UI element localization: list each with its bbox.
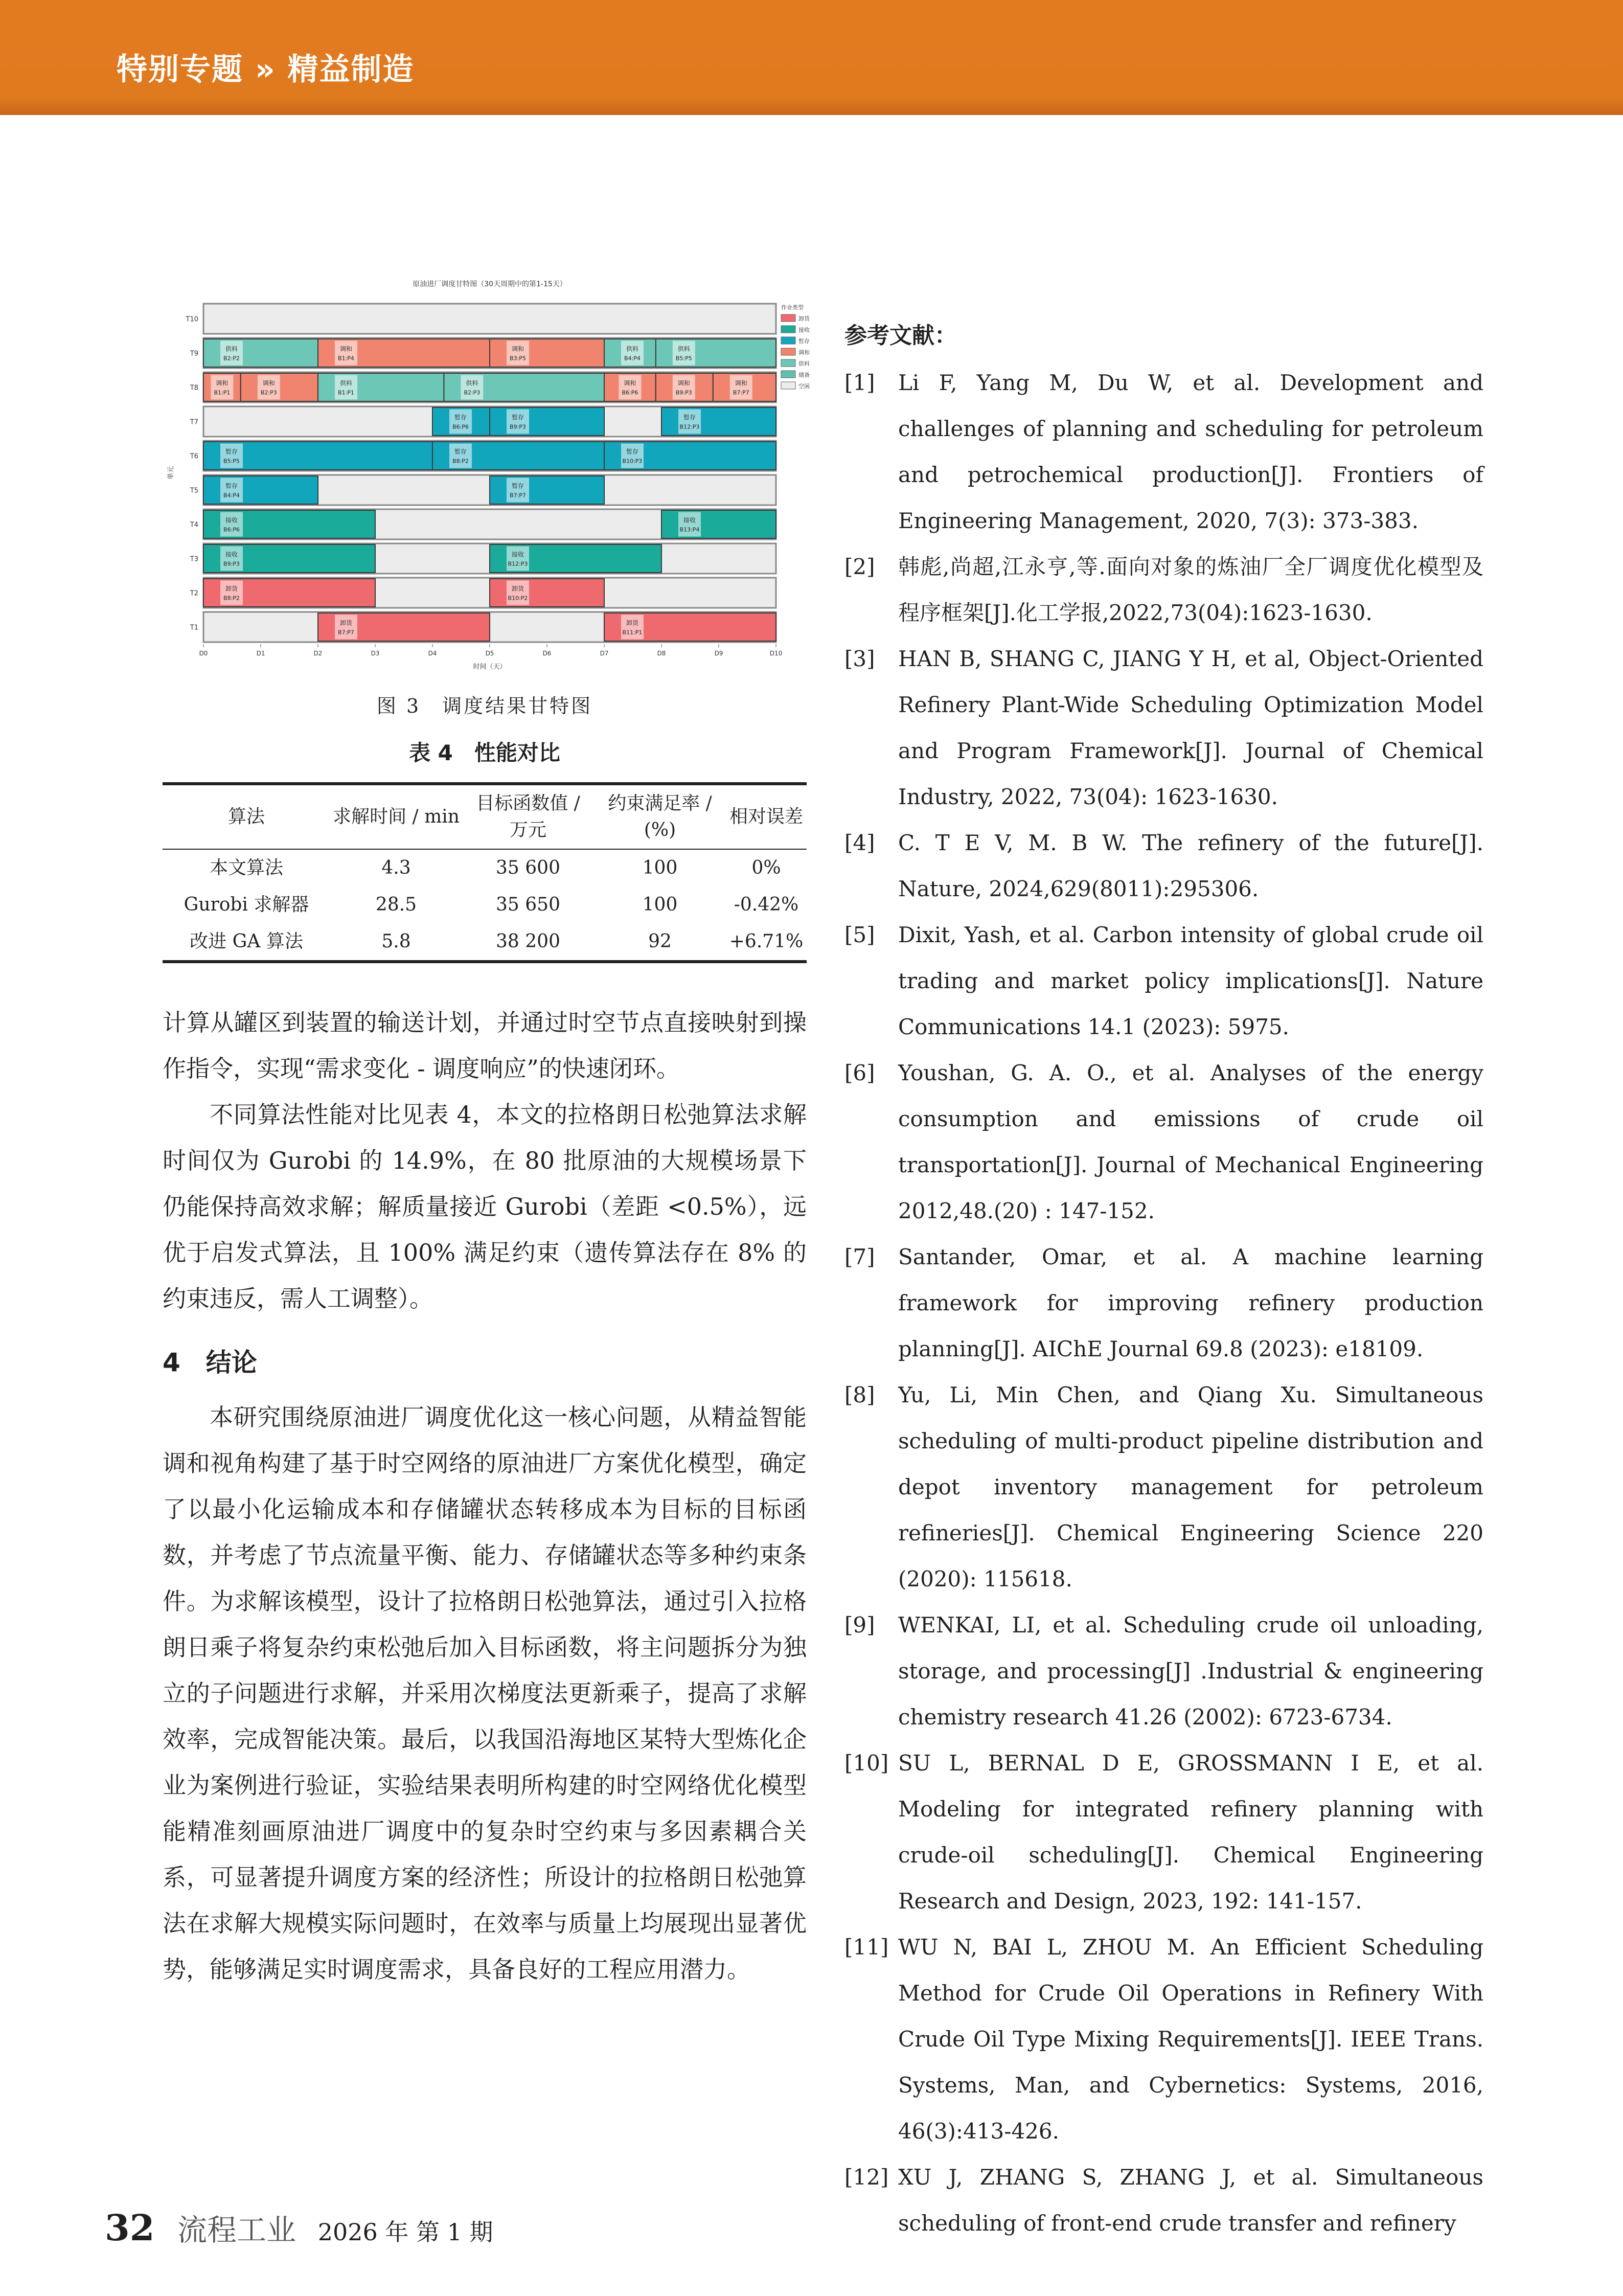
bar-label: 接收 bbox=[511, 551, 524, 558]
bar-label: B12:P3 bbox=[679, 423, 700, 430]
x-tick-label: D9 bbox=[714, 650, 723, 657]
x-tick-label: D3 bbox=[371, 650, 380, 657]
bar-label: B5:P5 bbox=[675, 355, 692, 362]
gantt-figure bbox=[163, 271, 814, 680]
reference-text: Santander, Omar, et al. A machine learning framework for improving refinery production planning[J]. AIChE Journal 69.8 (2023): e18109. bbox=[898, 1244, 1483, 1361]
bar-label: 供料 bbox=[339, 379, 353, 387]
bar-label: B4:P4 bbox=[624, 355, 641, 362]
legend-label: 供料 bbox=[798, 360, 810, 367]
section-heading: 4 结论 bbox=[163, 1348, 257, 1377]
table-cell: 4.3 bbox=[381, 857, 411, 878]
reference-number: [5] bbox=[844, 922, 875, 947]
table-cell: -0.42% bbox=[734, 894, 799, 915]
reference-item bbox=[844, 820, 1483, 912]
figure-caption: 图 3 调度结果甘特图 bbox=[376, 695, 593, 717]
legend-label: 空闲 bbox=[798, 383, 810, 390]
section-banner bbox=[0, 0, 1623, 115]
bar-label: B2:P3 bbox=[464, 389, 481, 396]
reference-number: [9] bbox=[844, 1612, 875, 1638]
reference-text: HAN B, SHANG C, JIANG Y H, et al, Object-Oriented Refinery Plant-Wide Scheduling Optimization Model and Program Framework[J]. Journal of Chemical Industry, 2022, 73(04): 1623-1630. bbox=[898, 646, 1483, 809]
reference-number: [3] bbox=[844, 646, 875, 671]
y-tick-label: T10 bbox=[186, 315, 198, 324]
reference-item bbox=[844, 1602, 1483, 1740]
page-number: 32 bbox=[105, 2207, 155, 2249]
x-tick-label: D2 bbox=[313, 650, 323, 657]
legend-swatch bbox=[781, 348, 795, 355]
legend-label: 暂存 bbox=[798, 338, 810, 345]
reference-text: C. T E V, M. B W. The refinery of the future[J]. Nature, 2024,629(8011):295306. bbox=[898, 830, 1483, 901]
bar-label: 调和 bbox=[677, 379, 690, 387]
y-tick-label: T1 bbox=[190, 624, 198, 632]
bar-label: 供料 bbox=[466, 379, 478, 387]
reference-item bbox=[844, 1740, 1483, 1924]
x-tick-label: D4 bbox=[428, 650, 437, 657]
reference-text: XU J, ZHANG S, ZHANG J, et al. Simultaneous scheduling of front-end crude transfer and refinery bbox=[898, 2165, 1483, 2236]
reference-item bbox=[844, 544, 1483, 636]
paragraph: 不同算法性能对比见表 4，本文的拉格朗日松弛算法求解时间仅为 Gurobi 的 14.9%，在 80 批原油的大规模场景下仍能保持高效求解；解质量接近 Gurobi（差距 <0.5%），远优于启发式算法，且 100% 满足约束（遗传算法存在 8% 的约束违反，需人工调整）。 bbox=[163, 1101, 807, 1312]
x-tick-label: D6 bbox=[542, 650, 552, 657]
x-tick-label: D5 bbox=[485, 650, 494, 657]
bar-label: 接收 bbox=[225, 551, 238, 558]
x-tick-label: D8 bbox=[657, 650, 666, 657]
table-cell: 100 bbox=[642, 857, 678, 878]
bar-label: 调和 bbox=[735, 379, 747, 387]
legend-label: 储备 bbox=[798, 372, 810, 378]
reference-text: WENKAI, LI, et al. Scheduling crude oil unloading, storage, and processing[J] .Industrial & engineering chemistry research 41.26 (2002): 6723-6734. bbox=[898, 1612, 1483, 1730]
table-cell: 100 bbox=[642, 894, 678, 915]
gantt-row-background bbox=[203, 304, 776, 334]
bar-label: 卸货 bbox=[626, 619, 639, 627]
bar-label: 卸货 bbox=[511, 585, 524, 593]
bar-label: B6:P6 bbox=[452, 423, 469, 430]
bar-label: 调和 bbox=[624, 379, 636, 387]
reference-number: [8] bbox=[844, 1382, 875, 1407]
bar-label: 暂存 bbox=[511, 482, 524, 490]
bar-label: 暂存 bbox=[225, 448, 238, 456]
y-axis-label: 单元 bbox=[167, 466, 175, 480]
reference-item bbox=[844, 636, 1483, 820]
issue-label: 2026 年 第 1 期 bbox=[317, 2218, 493, 2246]
reference-number: [2] bbox=[844, 554, 875, 579]
table-row bbox=[163, 886, 807, 923]
bar-label: B10:P3 bbox=[622, 458, 643, 465]
legend-title: 作业类型 bbox=[781, 304, 804, 311]
bar-label: B5:P5 bbox=[223, 458, 240, 465]
reference-item bbox=[844, 912, 1483, 1050]
reference-item bbox=[844, 1372, 1483, 1602]
bar-label: 暂存 bbox=[626, 448, 639, 456]
bar-label: B8:P2 bbox=[223, 595, 240, 602]
reference-item bbox=[844, 360, 1483, 544]
header-algorithm: 算法 bbox=[163, 784, 330, 849]
table-cell: 5.8 bbox=[330, 923, 462, 962]
table-cell: 35 650 bbox=[496, 894, 560, 915]
bar-label: 暂存 bbox=[454, 414, 467, 421]
x-axis-label: 时间（天） bbox=[473, 663, 507, 671]
reference-number: [10] bbox=[844, 1751, 889, 1776]
bar-label: 供料 bbox=[677, 345, 690, 353]
bar-label: 调和 bbox=[339, 345, 353, 353]
bar-label: B10:P2 bbox=[508, 595, 528, 602]
y-tick-label: T5 bbox=[190, 487, 198, 495]
table-title: 表 4 性能对比 bbox=[409, 740, 560, 765]
legend-swatch bbox=[781, 371, 795, 378]
reference-item bbox=[844, 1234, 1483, 1372]
references bbox=[844, 317, 1483, 2246]
table-cell: Gurobi 求解器 bbox=[184, 894, 309, 915]
legend-swatch bbox=[781, 382, 795, 389]
bar-label: 暂存 bbox=[225, 482, 238, 490]
reference-text: 韩彪,尚超,江永亨,等.面向对象的炼油厂全厂调度优化模型及程序框架[J].化工学报,2022,73(04):1623-1630. bbox=[898, 554, 1483, 625]
reference-list bbox=[844, 360, 1483, 2246]
paragraph: 计算从罐区到装置的输送计划，并通过时空节点直接映射到操作指令，实现“需求变化 - 调度响应”的快速闭环。 bbox=[163, 1009, 807, 1082]
table-cell: 38 200 bbox=[462, 923, 594, 962]
legend-swatch bbox=[781, 326, 795, 333]
section-title: 特别专题 » 精益制造 bbox=[117, 52, 415, 87]
y-tick-label: T4 bbox=[190, 521, 198, 529]
bar-label: B1:P1 bbox=[338, 389, 354, 396]
legend-label: 卸货 bbox=[798, 315, 810, 322]
bar-label: 暂存 bbox=[683, 414, 696, 421]
reference-number: [6] bbox=[844, 1060, 875, 1085]
references-title: 参考文献： bbox=[844, 323, 957, 349]
bar-label: B12:P3 bbox=[508, 560, 528, 567]
reference-item bbox=[844, 2154, 1483, 2246]
x-tick-label: D1 bbox=[256, 650, 265, 657]
table-cell: +6.71% bbox=[726, 923, 807, 962]
reference-number: [7] bbox=[844, 1244, 875, 1269]
bar-label: B8:P2 bbox=[452, 458, 469, 465]
y-tick-label: T9 bbox=[190, 350, 198, 358]
y-tick-label: T2 bbox=[190, 589, 198, 598]
table-row bbox=[163, 923, 807, 962]
table-cell: 本文算法 bbox=[209, 857, 283, 878]
bar-label: 调和 bbox=[216, 379, 228, 387]
y-tick-label: T7 bbox=[190, 418, 198, 426]
header-objective: 目标函数值 / 万元 bbox=[462, 784, 594, 849]
reference-text: Li F, Yang M, Du W, et al. Development and challenges of planning and scheduling for petroleum and petrochemical production[J]. Frontiers of Engineering Management, 2020, 7(3): 373-383. bbox=[898, 370, 1483, 533]
bar-label: B6:P6 bbox=[223, 526, 240, 533]
bar-label: B6:P6 bbox=[622, 389, 638, 396]
reference-item bbox=[844, 1050, 1483, 1234]
reference-item bbox=[844, 1924, 1483, 2154]
left-column bbox=[163, 271, 810, 680]
performance-table bbox=[163, 782, 807, 963]
bar-label: 调和 bbox=[262, 379, 275, 387]
bar-label: B1:P4 bbox=[338, 355, 354, 362]
bar-label: 调和 bbox=[511, 345, 524, 353]
bar-label: B7:P7 bbox=[338, 629, 354, 636]
bar-label: 暂存 bbox=[454, 448, 467, 456]
table-cell: 92 bbox=[594, 923, 726, 962]
reference-text: WU N, BAI L, ZHOU M. An Efficient Scheduling Method for Crude Oil Operations in Refinery With Crude Oil Type Mixing Requirements[J]. IEEE Trans. Systems, Man, and Cybernetics: Systems, 2016, 46(3):413-426. bbox=[898, 1935, 1483, 2144]
header-solve-time: 求解时间 / min bbox=[330, 784, 462, 849]
reference-text: SU L, BERNAL D E, GROSSMANN I E, et al. Modeling for integrated refinery planning with crude-oil scheduling[J]. Chemical Engineering Research and Design, 2023, 192: 141-157. bbox=[898, 1751, 1483, 1914]
bar-label: 接收 bbox=[683, 516, 696, 524]
header-relative-error: 相对误差 bbox=[726, 784, 807, 849]
y-tick-label: T3 bbox=[190, 555, 198, 563]
bar-label: 卸货 bbox=[339, 619, 353, 627]
reference-text: Youshan, G. A. O., et al. Analyses of the energy consumption and emissions of crude oil transportation[J]. Journal of Mechanical Engineering 2012,48.(20) : 147-152. bbox=[898, 1060, 1483, 1223]
reference-number: [11] bbox=[844, 1935, 889, 1960]
reference-text: Yu, Li, Min Chen, and Qiang Xu. Simultaneous scheduling of multi-product pipeline distribution and depot inventory management for petroleum refineries[J]. Chemical Engineering Science 220 (2020): 115618. bbox=[898, 1382, 1483, 1592]
bar-label: B1:P1 bbox=[214, 389, 231, 396]
bar-label: 接收 bbox=[225, 516, 238, 524]
table-cell: 0% bbox=[751, 857, 781, 878]
y-tick-label: T6 bbox=[190, 452, 198, 461]
bar-label: 卸货 bbox=[225, 585, 238, 593]
x-tick-label: D7 bbox=[600, 650, 609, 657]
bar-label: 供料 bbox=[626, 345, 639, 353]
gantt-chart bbox=[163, 271, 814, 680]
bar-label: 供料 bbox=[225, 345, 238, 353]
table-header-row bbox=[163, 784, 807, 849]
legend-label: 接收 bbox=[798, 327, 810, 333]
table-cell: 35 600 bbox=[496, 857, 560, 878]
bar-label: B2:P2 bbox=[223, 355, 240, 362]
bar-label: B9:P3 bbox=[510, 423, 526, 430]
reference-number: [12] bbox=[844, 2165, 889, 2190]
bar-label: B13:P4 bbox=[679, 526, 700, 533]
bar-label: B9:P3 bbox=[223, 560, 240, 567]
bar-label: B4:P4 bbox=[223, 492, 240, 499]
bar-label: 暂存 bbox=[511, 414, 524, 421]
body-text bbox=[163, 999, 807, 1992]
table-cell: 改进 GA 算法 bbox=[163, 923, 330, 962]
reference-number: [1] bbox=[844, 370, 875, 395]
bar-label: B3:P5 bbox=[510, 355, 526, 362]
bar-label: B2:P3 bbox=[260, 389, 277, 396]
table-row bbox=[163, 849, 807, 886]
x-tick-label: D10 bbox=[769, 650, 783, 657]
legend-swatch bbox=[781, 359, 795, 367]
bar-label: B9:P3 bbox=[675, 389, 692, 396]
paragraph: 本研究围绕原油进厂调度优化这一核心问题，从精益智能调和视角构建了基于时空网络的原油进厂方案优化模型，确定了以最小化运输成本和存储罐状态转移成本为目标的目标函数，并考虑了节点流量平衡、能力、存储罐状态等多种约束条件。为求解该模型，设计了拉格朗日松弛算法，通过引入拉格朗日乘子将复杂约束松弛后加入目标函数，将主问题拆分为独立的子问题进行求解，并采用次梯度法更新乘子，提高了求解效率，完成智能决策。最后，以我国沿海地区某特大型炼化企业为案例进行验证，实验结果表明所构建的时空网络优化模型能精准刻画原油进厂调度中的复杂时空约束与多因素耦合关系，可显著提升调度方案的经济性；所设计的拉格朗日松弛算法在求解大规模实际问题时，在效率与质量上均展现出显著优势，能够满足实时调度需求，具备良好的工程应用潜力。 bbox=[163, 1403, 807, 1983]
legend-label: 调和 bbox=[798, 349, 810, 356]
bar-label: B7:P7 bbox=[510, 492, 526, 499]
reference-number: [4] bbox=[844, 830, 875, 855]
reference-text: Dixit, Yash, et al. Carbon intensity of global crude oil trading and market policy implications[J]. Nature Communications 14.1 (2023): 5975. bbox=[898, 922, 1483, 1039]
x-tick-label: D0 bbox=[199, 650, 208, 657]
bar-label: B11:P1 bbox=[622, 629, 643, 636]
chart-title: 原油进厂调度甘特图（30天周期中的第1-15天） bbox=[413, 280, 567, 288]
magazine-name: 流程工业 bbox=[177, 2213, 296, 2247]
page-footer bbox=[105, 2206, 493, 2249]
bar-label: B7:P7 bbox=[733, 389, 749, 396]
y-tick-label: T8 bbox=[190, 384, 198, 392]
table-cell: 28.5 bbox=[375, 894, 417, 915]
legend-swatch bbox=[781, 314, 795, 322]
header-constraint-rate: 约束满足率 / (%) bbox=[594, 784, 726, 849]
legend-swatch bbox=[781, 337, 795, 344]
